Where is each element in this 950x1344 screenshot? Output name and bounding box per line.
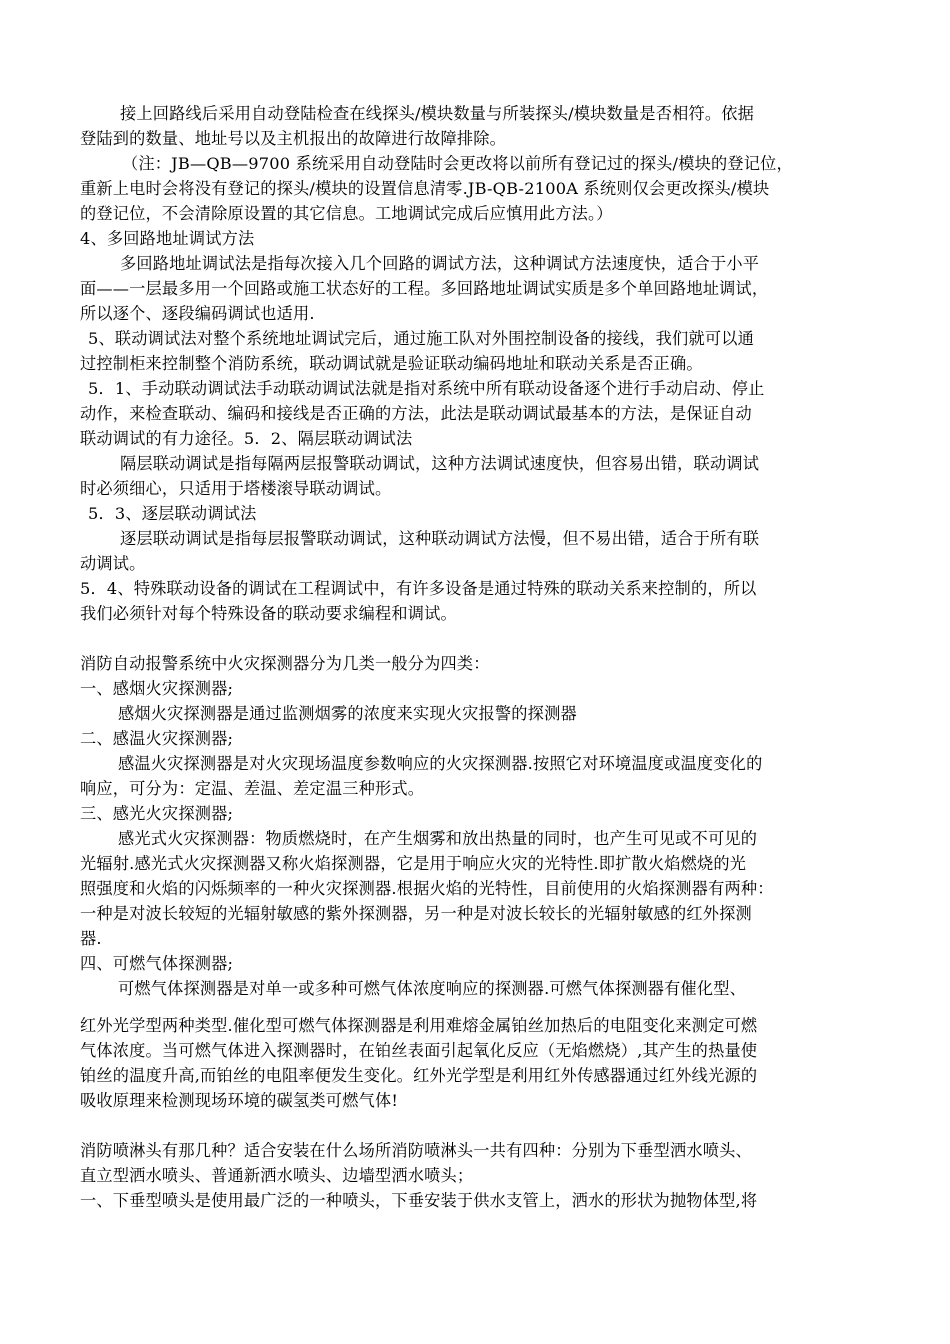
- text-line-19: 动调试。: [80, 554, 146, 573]
- text-line-38: 铂丝的温度升高,而铂丝的电阻率便发生变化。红外光学型是利用红外传感器通过红外线光源的: [80, 1066, 758, 1085]
- list-heading: 四、可燃气体探测器;: [80, 954, 234, 973]
- text-line-32: 一种是对波长较短的光辐射敏感的紫外探测器，另一种是对波长较长的光辐射敏感的红外探测: [80, 904, 752, 923]
- text-line-14: 联动调试的有力途径。5．2、隔层联动调试法: [80, 429, 413, 448]
- text-line-35: 可燃气体探测器是对单一或多种可燃气体浓度响应的探测器.可燃气体探测器有催化型、: [118, 979, 747, 998]
- list-heading: 三、感光火灾探测器;: [80, 804, 234, 823]
- text-line-29: 感光式火灾探测器：物质燃烧时，在产生烟雾和放出热量的同时，也产生可见或不可见的: [118, 829, 758, 848]
- section-heading: 5．3、逐层联动调试法: [88, 504, 257, 523]
- text-line-24: 感烟火灾探测器是通过监测烟雾的浓度来实现火灾报警的探测器: [118, 704, 577, 723]
- text-line-21: 我们必须针对每个特殊设备的联动要求编程和调试。: [80, 604, 457, 623]
- list-heading: 二、感温火灾探测器;: [80, 729, 234, 748]
- text-line-13: 动作，来检查联动、编码和接线是否正确的方法，此法是联动调试最基本的方法，是保证自动: [80, 404, 752, 423]
- text-line-37: 气体浓度。当可燃气体进入探测器时，在铂丝表面引起氧化反应（无焰燃烧）,其产生的热量使: [80, 1041, 758, 1060]
- text-line-33: 器.: [80, 929, 102, 948]
- text-line-26: 感温火灾探测器是对火灾现场温度参数响应的火灾探测器.按照它对环境温度或温度变化的: [118, 754, 763, 773]
- section-heading: 消防自动报警系统中火灾探测器分为几类一般分为四类：: [80, 654, 490, 673]
- text-line-3: （注：JB—QB—9700 系统采用自动登陆时会更改将以前所有登记过的探头/模块的登记位，: [122, 154, 793, 173]
- text-line-11: 过控制柜来控制整个消防系统，联动调试就是验证联动编码地址和联动关系是否正确。: [80, 354, 703, 373]
- text-line-16: 时必须细心，只适用于塔楼滚导联动调试。: [80, 479, 392, 498]
- text-line-31: 照强度和火焰的闪烁频率的一种火灾探测器.根据火焰的光特性，目前使用的火焰探测器有两种：: [80, 879, 774, 898]
- text-line-7: 多回路地址调试法是指每次接入几个回路的调试方法，这种调试方法速度快，适合于小平: [120, 254, 760, 273]
- text-line-12: 5．1、手动联动调试法手动联动调试法就是指对系统中所有联动设备逐个进行手动启动、停止: [88, 379, 765, 398]
- text-line-41: 直立型洒水喷头、普通新洒水喷头、边墙型洒水喷头；: [80, 1166, 474, 1185]
- text-line-8: 面——一层最多用一个回路或施工状态好的工程。多回路地址调试实质是多个单回路地址调试，: [80, 279, 769, 298]
- text-line-9: 所以逐个、逐段编码调试也适用.: [80, 304, 315, 323]
- text-line-5: 的登记位，不会清除原设置的其它信息。工地调试完成后应慎用此方法。）: [80, 204, 613, 223]
- list-heading: 一、感烟火灾探测器;: [80, 679, 234, 698]
- section-heading: 消防喷淋头有那几种？适合安装在什么场所消防喷淋头一共有四种：分别为下垂型洒水喷头、: [80, 1141, 752, 1160]
- text-line-2: 登陆到的数量、地址号以及主机报出的故障进行故障排除。: [80, 129, 507, 148]
- text-line-1: 接上回路线后采用自动登陆检查在线探头/模块数量与所装探头/模块数量是否相符。依据: [120, 104, 755, 123]
- text-line-39: 吸收原理来检测现场环境的碳氢类可燃气体!: [80, 1091, 399, 1110]
- text-line-18: 逐层联动调试是指每层报警联动调试，这种联动调试方法慢，但不易出错，适合于所有联: [120, 529, 760, 548]
- text-line-42: 一、下垂型喷头是使用最广泛的一种喷头，下垂安装于供水支管上，洒水的形状为抛物体型,将: [80, 1191, 758, 1210]
- text-line-15: 隔层联动调试是指每隔两层报警联动调试，这种方法调试速度快，但容易出错，联动调试: [120, 454, 760, 473]
- text-line-27: 响应，可分为：定温、差温、差定温三种形式。: [80, 779, 425, 798]
- text-line-20: 5．4、特殊联动设备的调试在工程调试中，有许多设备是通过特殊的联动关系来控制的，所以: [80, 579, 757, 598]
- text-line-36: 红外光学型两种类型.催化型可燃气体探测器是利用难熔金属铂丝加热后的电阻变化来测定可燃: [80, 1016, 758, 1035]
- text-line-30: 光辐射.感光式火灾探测器又称火焰探测器，它是用于响应火灾的光特性.即扩散火焰燃烧的光: [80, 854, 747, 873]
- text-line-4: 重新上电时会将没有登记的探头/模块的设置信息清零.JB-QB-2100A 系统则仅会更改探头/模块: [80, 179, 770, 198]
- section-heading: 4、多回路地址调试方法: [80, 229, 255, 248]
- text-line-10: 5、联动调试法对整个系统地址调试完后，通过施工队对外围控制设备的接线，我们就可以通: [88, 329, 754, 348]
